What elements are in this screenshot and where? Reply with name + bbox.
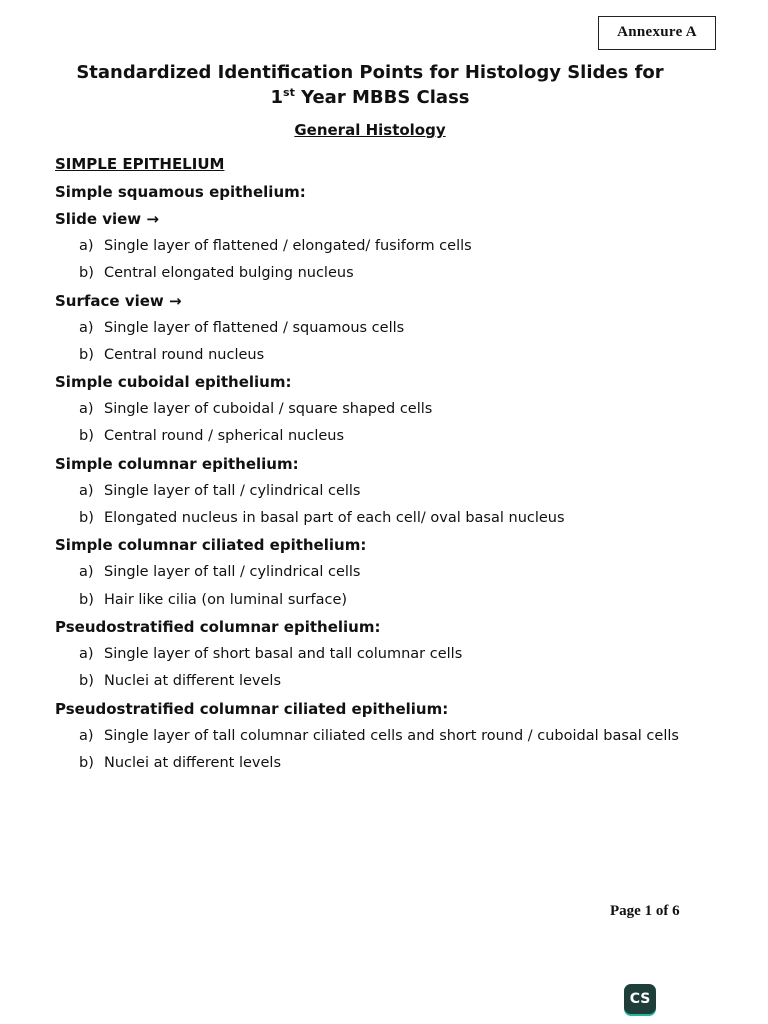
- title-year-ordinal: st: [283, 86, 295, 99]
- list-item-text: Single layer of tall / cylindrical cells: [104, 482, 361, 499]
- list-item-text: Nuclei at different levels: [104, 673, 282, 690]
- list-item-text: Single layer of short basal and tall columnar cells: [104, 645, 463, 662]
- list-item-marker: a): [79, 564, 94, 581]
- list-item: [55, 423, 735, 450]
- list-item: [55, 478, 735, 505]
- list-item-marker: b): [79, 265, 94, 282]
- list-item-text: Central round / spherical nucleus: [104, 428, 345, 445]
- list-item-text: Hair like cilia (on luminal surface): [104, 591, 348, 608]
- list-item: [55, 396, 735, 423]
- list-item-marker: a): [79, 319, 94, 336]
- list-item: [55, 315, 735, 342]
- title-line-2: [40, 85, 700, 110]
- epithelium-subheading: Slide view →: [55, 210, 159, 228]
- list-item-marker: b): [79, 510, 94, 527]
- list-item-marker: b): [79, 754, 94, 771]
- list-item-text: Central elongated bulging nucleus: [104, 265, 354, 282]
- annexure-label: Annexure A: [598, 16, 716, 50]
- list-item-marker: b): [79, 346, 94, 363]
- epithelium-subheading: Simple columnar ciliated epithelium:: [55, 536, 367, 555]
- title-year-rest: Year MBBS Class: [294, 87, 470, 108]
- document-title: [40, 60, 700, 110]
- list-item-text: Central round nucleus: [104, 346, 265, 363]
- epithelium-subheading: Surface view →: [55, 291, 182, 310]
- list-item-text: Nuclei at different levels: [104, 754, 282, 771]
- list-item: [55, 233, 735, 260]
- section-subtitle: General Histology: [294, 121, 446, 139]
- epithelium-subheading: Simple columnar epithelium:: [55, 454, 299, 473]
- list-item: [55, 260, 735, 287]
- title-line-1: Standardized Identification Points for Histology Slides for: [76, 62, 664, 83]
- list-item-marker: b): [79, 673, 94, 690]
- section-heading: SIMPLE EPITHELIUM: [55, 155, 225, 173]
- list-item-text: Single layer of flattened / elongated/ fusiform cells: [104, 238, 472, 254]
- list-item-marker: a): [79, 401, 94, 418]
- list-item: [55, 559, 735, 586]
- page-number: Page 1 of 6: [610, 903, 680, 919]
- list-item: [55, 342, 735, 369]
- epithelium-subheading: Pseudostratified columnar ciliated epithelium:: [55, 699, 449, 718]
- list-item-text: Elongated nucleus in basal part of each cell/ oval basal nucleus: [104, 510, 565, 527]
- list-item: [55, 723, 735, 750]
- list-item-text: Single layer of flattened / squamous cells: [104, 319, 405, 336]
- title-year-number: 1: [270, 87, 284, 108]
- list-item-text: Single layer of tall / cylindrical cells: [104, 564, 361, 581]
- list-item: [55, 587, 735, 614]
- list-item-marker: a): [79, 238, 94, 254]
- epithelium-subheading: Simple cuboidal epithelium:: [55, 373, 292, 392]
- scanner-logo-icon: CS: [624, 984, 656, 1014]
- identification-points-list: [55, 179, 735, 777]
- list-item-marker: a): [79, 727, 94, 744]
- list-item-marker: a): [79, 645, 94, 662]
- document-body: [55, 152, 735, 777]
- list-item: [55, 668, 735, 695]
- list-item-marker: b): [79, 591, 94, 608]
- list-item-text: Single layer of cuboidal / square shaped cells: [104, 401, 433, 418]
- list-item: [55, 641, 735, 668]
- epithelium-subheading: Pseudostratified columnar epithelium:: [55, 617, 381, 636]
- list-item: [55, 750, 735, 777]
- list-item-marker: b): [79, 428, 94, 445]
- list-item-text: Single layer of tall columnar ciliated cells and short round / cuboidal basal cells: [104, 727, 679, 744]
- epithelium-subheading: Simple squamous epithelium:: [55, 183, 306, 201]
- list-item-marker: a): [79, 482, 94, 499]
- list-item: [55, 505, 735, 532]
